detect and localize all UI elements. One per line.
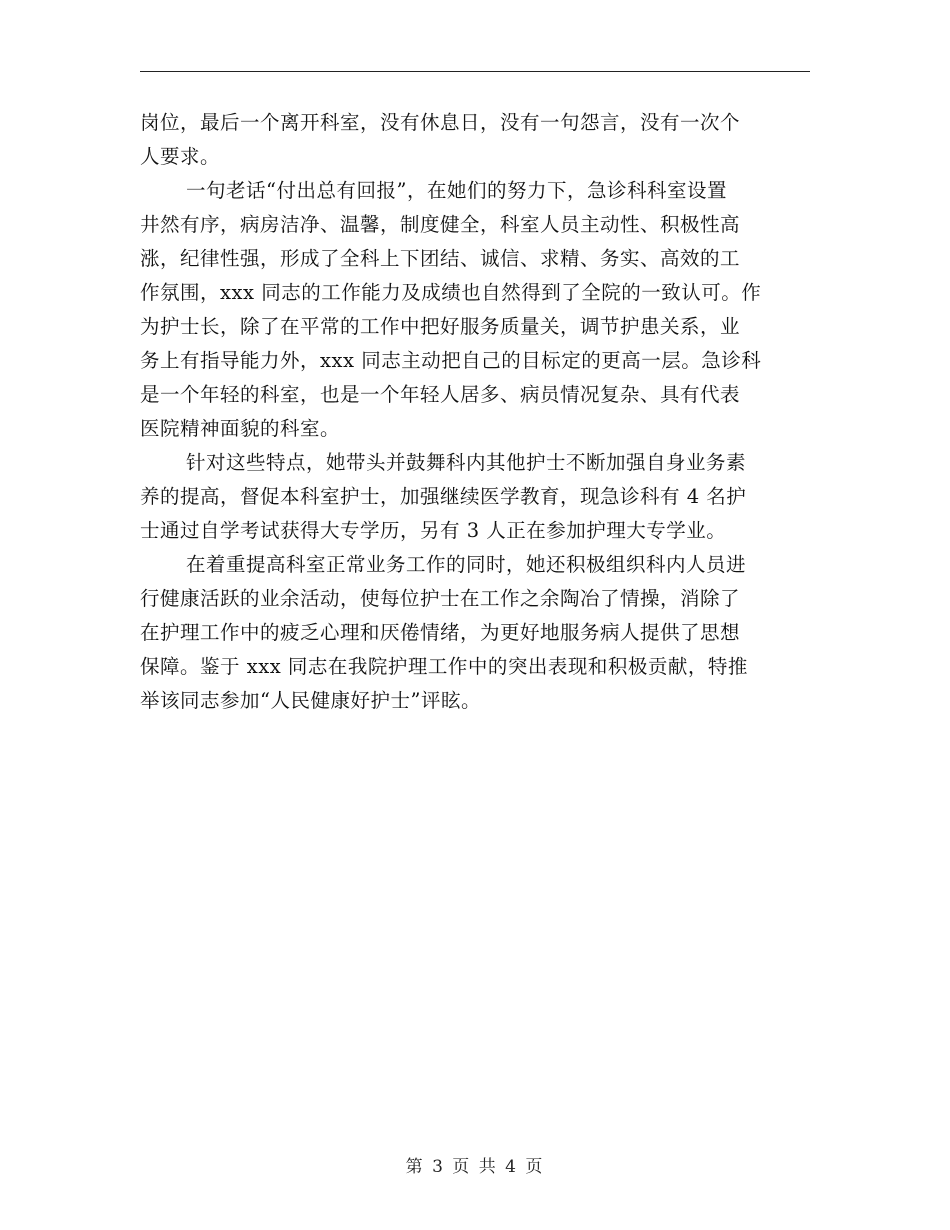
text-line: 作氛围，xxx 同志的工作能力及成绩也自然得到了全院的一致认可。作 [140,281,762,304]
text-line: 医院精神面貌的科室。 [140,417,341,440]
page-number-footer: 第 3 页 共 4 页 [405,1157,545,1177]
text-line: 人要求。 [140,145,221,168]
header-rule [140,71,810,72]
text-line: 为护士长，除了在平常的工作中把好服务质量关，调节护患关系，业 [140,315,741,338]
text-line: 士通过自学考试获得大专学历，另有 3 人正在参加护理大专学业。 [140,519,727,542]
text-line: 在护理工作中的疲乏心理和厌倦情绪，为更好地服务病人提供了思想 [140,621,741,644]
text-line: 是一个年轻的科室，也是一个年轻人居多、病员情况复杂、具有代表 [140,383,741,406]
text-line: 务上有指导能力外，xxx 同志主动把自己的目标定的更高一层。急诊科 [140,349,762,372]
text-line: 养的提高，督促本科室护士，加强继续医学教育，现急诊科有 4 名护 [140,485,747,508]
paragraph-start-line: 一句老话“付出总有回报”，在她们的努力下，急诊科科室设置 [186,179,727,202]
text-line: 岗位，最后一个离开科室，没有休息日，没有一句怨言，没有一次个 [140,111,741,134]
text-line: 井然有序，病房洁净、温馨，制度健全，科室人员主动性、积极性高 [140,213,741,236]
text-line: 涨，纪律性强，形成了全科上下团结、诚信、求精、务实、高效的工 [140,247,741,270]
paragraph-start-line: 在着重提高科室正常业务工作的同时，她还积极组织科内人员进 [186,553,747,576]
body-text [140,106,810,718]
paragraph-start-line: 针对这些特点，她带头并鼓舞科内其他护士不断加强自身业务素 [186,451,747,474]
text-line: 保障。鉴于 xxx 同志在我院护理工作中的突出表现和积极贡献，特推 [140,655,748,678]
text-line: 行健康活跃的业余活动，使每位护士在工作之余陶冶了情操，消除了 [140,587,741,610]
text-line: 举该同志参加“人民健康好护士”评眩。 [140,689,481,712]
